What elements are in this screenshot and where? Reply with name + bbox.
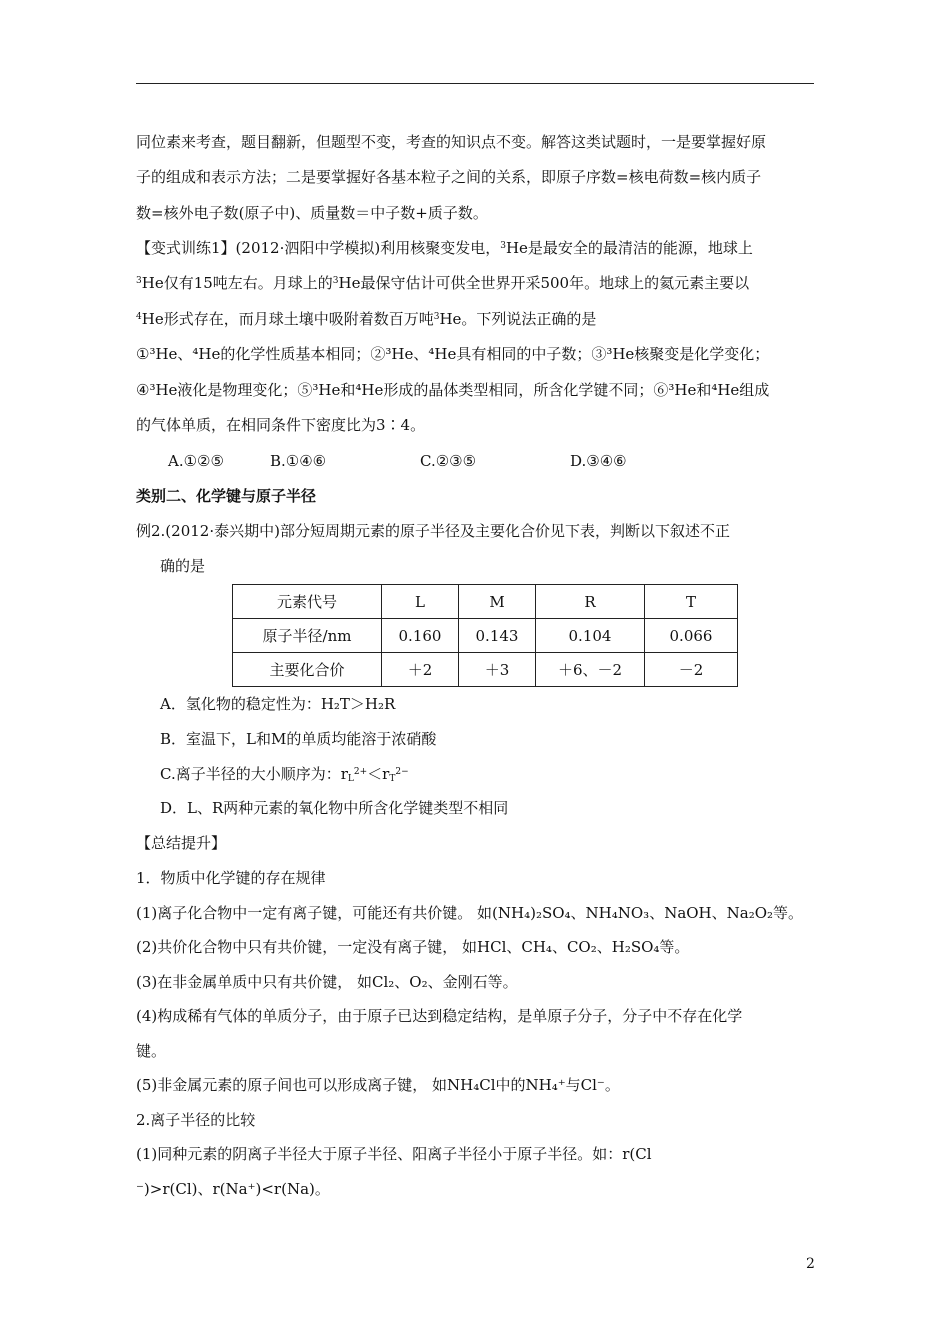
summary-p1: 1．物质中化学键的存在规律 xyxy=(136,869,326,887)
summary-p2: 2.离子半径的比较 xyxy=(136,1111,256,1129)
table-cell: ＋2 xyxy=(382,653,459,687)
exercise-line5: ④³He液化是物理变化；⑤³He和⁴He形成的晶体类型相同，所含化学键不同；⑥³He和⁴He组成 xyxy=(136,381,770,399)
exercise-line3 xyxy=(136,309,596,329)
element-table xyxy=(232,584,738,687)
subscript: L xyxy=(347,774,354,784)
example2-line1: 例2.(2012·泰兴期中)部分短周期元素的原子半径及主要化合价见下表，判断以下叙述不正 xyxy=(136,522,730,540)
option-b: B.①④⑥ xyxy=(270,452,327,470)
table-cell: 原子半径/nm xyxy=(233,619,382,653)
exercise-line2 xyxy=(136,273,749,293)
choice-d: D．L、R两种元素的氧化物中所含化学键类型不相同 xyxy=(160,799,509,817)
option-c: C.②③⑤ xyxy=(420,452,477,470)
summary-p2-1a: (1)同种元素的阴离子半径大于原子半径、阳离子半径小于原子半径。如：r(Cl xyxy=(136,1145,652,1163)
table-cell: ＋6、－2 xyxy=(536,653,645,687)
section-title: 类别二、化学键与原子半径 xyxy=(136,487,317,505)
para1-line3: 数=核外电子数(原子中)、质量数＝中子数+质子数。 xyxy=(136,204,488,222)
table-cell: －2 xyxy=(645,653,738,687)
table-cell: L xyxy=(382,585,459,619)
text: He仅有15吨左右。月球上的 xyxy=(141,274,333,292)
superscript: 2+ xyxy=(353,767,368,777)
mass-number: 4 xyxy=(136,312,142,322)
header-rule xyxy=(136,83,814,84)
text: He。下列说法正确的是 xyxy=(439,310,597,328)
table-cell: 主要化合价 xyxy=(233,653,382,687)
page-number: 2 xyxy=(806,1256,815,1272)
table-row xyxy=(233,619,738,653)
summary-title: 【总结提升】 xyxy=(136,834,227,852)
table-cell: ＋3 xyxy=(459,653,536,687)
superscript: 2− xyxy=(395,767,409,777)
text: He形式存在，而月球土壤中吸附着数百万吨 xyxy=(141,310,434,328)
choice-a: A．氢化物的稳定性为：H₂T＞H₂R xyxy=(160,695,396,713)
table-header-row xyxy=(233,585,738,619)
text: He最保守估计可供全世界开采500年。地球上的氦元素主要以 xyxy=(338,274,750,292)
summary-p1-3: (3)在非金属单质中只有共价键， 如Cl₂、O₂、金刚石等。 xyxy=(136,973,518,991)
table-row xyxy=(233,653,738,687)
exercise-line4: ①³He、⁴He的化学性质基本相同；②³He、⁴He具有相同的中子数；③³He核聚变是化学变化； xyxy=(136,345,770,363)
choice-c xyxy=(160,764,409,784)
option-d: D.③④⑥ xyxy=(570,452,627,470)
summary-p1-4a: (4)构成稀有气体的单质分子，由于原子已达到稳定结构，是单原子分子，分子中不存在化学 xyxy=(136,1007,743,1025)
summary-p1-4b: 键。 xyxy=(136,1042,167,1060)
text: 【变式训练1】(2012·泗阳中学模拟)利用核聚变发电， xyxy=(136,239,501,257)
choice-b: B．室温下，L和M的单质均能溶于浓硝酸 xyxy=(160,730,437,748)
exercise-line6: 的气体单质，在相同条件下密度比为3∶4。 xyxy=(136,416,426,434)
table-cell: 元素代号 xyxy=(233,585,382,619)
option-a: A.①②⑤ xyxy=(168,452,224,470)
table-cell: M xyxy=(459,585,536,619)
summary-p1-2: (2)共价化合物中只有共价键，一定没有离子键， 如HCl、CH₄、CO₂、H₂SO₄等。 xyxy=(136,938,690,956)
mass-number: 3 xyxy=(332,276,339,286)
table-cell: T xyxy=(645,585,738,619)
table-cell: 0.143 xyxy=(459,619,536,653)
mass-number: 3 xyxy=(433,312,440,322)
table-cell: 0.104 xyxy=(536,619,645,653)
table-cell: R xyxy=(536,585,645,619)
text: ＜r xyxy=(367,765,390,783)
table-cell: 0.160 xyxy=(382,619,459,653)
summary-p1-5: (5)非金属元素的原子间也可以形成离子键， 如NH₄Cl中的NH₄⁺与Cl⁻。 xyxy=(136,1076,620,1094)
table-cell: 0.066 xyxy=(645,619,738,653)
mass-number: 3 xyxy=(136,276,142,286)
summary-p2-1b: ⁻)>r(Cl)、r(Na⁺)<r(Na)。 xyxy=(136,1180,330,1198)
text: C.离子半径的大小顺序为：r xyxy=(160,765,348,783)
para1-line2: 子的组成和表示方法；二是要掌握好各基本粒子之间的关系，即原子序数=核电荷数=核内质子 xyxy=(136,168,762,186)
summary-p1-1: (1)离子化合物中一定有离子键，可能还有共价键。 如(NH₄)₂SO₄、NH₄NO₃、NaOH、Na₂O₂等。 xyxy=(136,904,804,922)
exercise-line1 xyxy=(136,238,753,258)
para1-line1: 同位素来考查，题目翻新，但题型不变，考查的知识点不变。解答这类试题时，一是要掌握好原 xyxy=(136,133,767,151)
mass-number: 3 xyxy=(500,241,506,251)
text: He是最安全的最清洁的能源，地球上 xyxy=(505,239,753,257)
subscript: T xyxy=(389,774,396,784)
example2-line2: 确的是 xyxy=(160,557,206,575)
